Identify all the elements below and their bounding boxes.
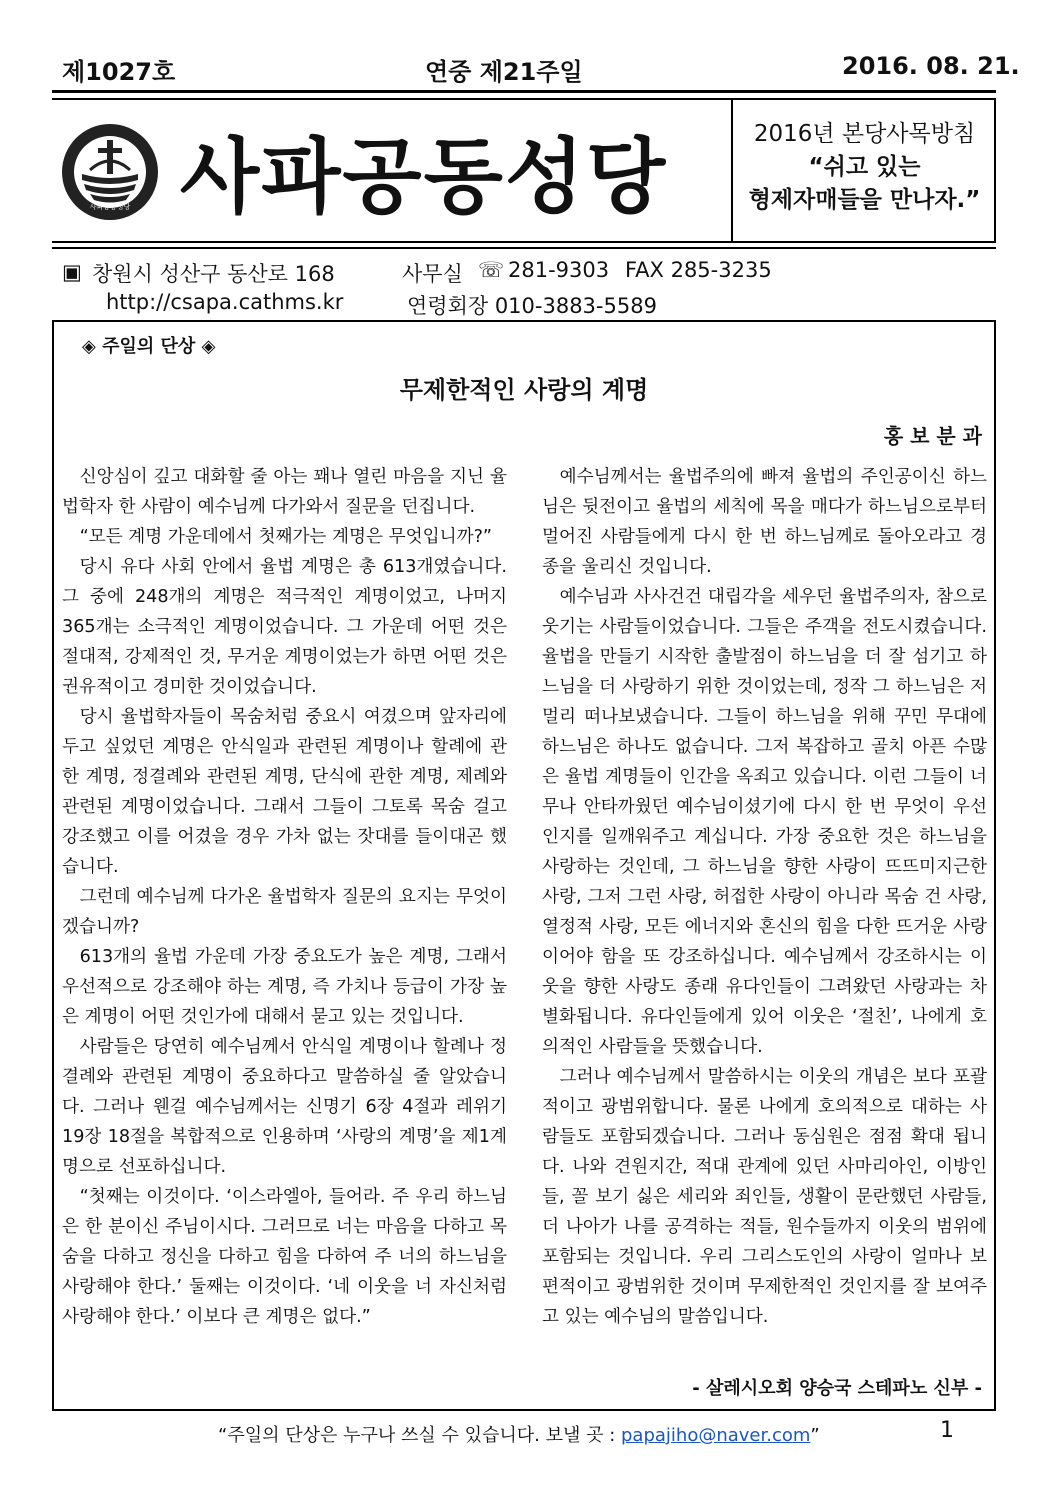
website-link[interactable]: http://csapa.cathms.kr [106, 290, 344, 314]
issue-date: 2016. 08. 21. [842, 52, 1020, 80]
funeral-chair-contact: 연령회장 010-3883-5589 [407, 294, 657, 318]
paragraph: 그러나 예수님께서 말씀하시는 이웃의 개념은 보다 포괄적이고 광범위합니다. 물론 나에게 호의적으로 대하는 사람들도 포함되겠습니다. 그러나 동심원은 점점 확대 됩니다. 나와 견원지간, 적대 관계에 있던 사마리아인, 이방인들, 꼴 보기 싫은 세리와 죄인들, 생활이 문란했던 사람들, 더 나아가 나를 공격하는 적들, 원수들까지 이웃의 범위에 포함되는 것입니다. 우리 그리스도인의 사랑이 얼마나 보편적이고 광범위한 것이며 무제한적인 것인지를 잘 보여주고 있는 예수님의 말씀입니다. [542, 1067, 987, 1327]
address-marker: ▣ [62, 260, 82, 284]
left-column [62, 462, 507, 1332]
page-number: 1 [940, 1418, 954, 1443]
paragraph: 예수님과 사사건건 대립각을 세우던 율법주의자, 참으로 웃기는 사람들이었습니다. 그들은 주객을 전도시켰습니다. 율법을 만들기 시작한 출발점이 하느님을 더 잘 섬기고 하느님을 더 사랑하기 위한 것이었는데, 정작 그 하느님은 저 멀리 떠나보냈습니다. 그들이 하느님을 위해 꾸민 무대에 하느님은 하나도 없습니다. 그저 복잡하고 골치 아픈 수많은 율법 계명들이 인간을 옥죄고 있습니다. 이런 그들이 너무나 안타까웠던 예수님이셨기에 다시 한 번 무엇이 우선인지를 일깨워주고 계십니다. 가장 중요한 것은 하느님을 사랑하는 것인데, 그 하느님을 향한 사랑이 뜨뜨미지근한 사랑, 그저 그런 사랑, 허접한 사랑이 아니라 목숨 건 사랑, 열정적 사랑, 모든 에너지와 혼신의 힘을 다한 뜨거운 사랑이어야 함을 또 강조하십니다. 예수님께서 강조하시는 이웃을 향한 사랑도 종래 유다인들이 그려왔던 사랑과는 차별화됩니다. 유다인들에게 있어 이웃은 ‘절친’, 나에게 호의적인 사람들을 뜻했습니다. [542, 587, 988, 1057]
paragraph: 신앙심이 깊고 대화할 줄 아는 꽤나 열린 마음을 지닌 율법학자 한 사람이 예수님께 다가와서 질문을 던집니다. [62, 467, 507, 517]
article-title: 무제한적인 사랑의 계명 [399, 376, 649, 404]
article-byline: 홍 보 분 과 [883, 424, 982, 448]
motto-line-1: “쉬고 있는 [808, 154, 921, 180]
masthead-rule [52, 247, 996, 249]
paragraph: 당시 유다 사회 안에서 율법 계명은 총 613개였습니다. 그 중에 248개의 계명은 적극적인 계명이었고, 나머지 365개는 소극적인 계명이었습니다. 그 가운데 어떤 것은 절대적, 강제적인 것, 무거운 계명이었는가 하면 어떤 것은 권유적이고 경미한 것이었습니다. [62, 557, 507, 697]
header-rule [52, 90, 996, 93]
section-label: ◈ 주일의 단상 ◈ [82, 336, 216, 357]
masthead [52, 98, 996, 243]
church-logo [60, 122, 160, 222]
issue-number: 제1027호 [62, 58, 176, 86]
paragraph: 사람들은 당연히 예수님께서 안식일 계명이나 할례나 정결례와 관련된 계명이 중요하다고 말씀하실 줄 알았습니다. 그러나 웬걸 예수님께서는 신명기 6장 4절과 레위기 19장 18절을 복합적으로 인용하며 ‘사랑의 계명’을 제1계명으로 선포하십니다. [62, 1037, 507, 1177]
paragraph: “첫째는 이것이다. ‘이스라엘아, 들어라. 주 우리 하느님은 한 분이신 주님이시다. 그러므로 너는 마음을 다하고 목숨을 다하고 정신을 다하고 힘을 다하여 주 너의 하느님을 사랑해야 한다.’ 둘째는 이것이다. ‘네 이웃을 너 자신처럼 사랑해야 한다.’ 이보다 큰 계명은 없다.” [62, 1187, 507, 1327]
paragraph: 613개의 율법 가운데 가장 중요도가 높은 계명, 그래서 우선적으로 강조해야 하는 계명, 즉 가치나 등급이 가장 높은 계명이 어떤 것인가에 대해서 묻고 있는 것입니다. [62, 947, 507, 1027]
logo-caption: 사파공동성당 [89, 203, 131, 211]
footer-text: “주일의 단상은 누구나 쓰실 수 있습니다. 보낼 곳 : [218, 1425, 616, 1446]
church-name-title: 사파공동성당 [180, 130, 668, 225]
fax-number: FAX 285-3235 [625, 258, 772, 282]
author-signature: - 살레시오회 양승국 스테파노 신부 - [692, 1378, 982, 1399]
motto-line-2: 형제자매들을 만나자.” [748, 187, 981, 213]
submission-email[interactable]: papajiho@naver.com [621, 1425, 811, 1446]
paragraph: 당시 율법학자들이 목숨처럼 중요시 여겼으며 앞자리에 두고 싶었던 계명은 안식일과 관련된 계명이나 할례에 관한 계명, 정결례와 관련된 계명, 단식에 관한 계명, 제례와 관련된 계명이었습니다. 그래서 그들이 그토록 목숨 걸고 강조했고 이를 어겼을 경우 가차 없는 잣대를 들이대곤 했습니다. [62, 707, 507, 877]
telephone-icon: ☏ [478, 258, 505, 282]
paragraph: “모든 계명 가운데에서 첫째가는 계명은 무엇입니까?” [79, 527, 493, 547]
paragraph: 그런데 예수님께 다가온 율법학자 질문의 요지는 무엇이겠습니까? [62, 887, 507, 937]
church-address: 창원시 성산구 동산로 168 [92, 262, 335, 286]
paragraph: 예수님께서는 율법주의에 빠져 율법의 주인공이신 하느님은 뒷전이고 율법의 세칙에 목을 매다가 하느님으로부터 멀어진 사람들에게 다시 한 번 하느님께로 돌아오라고 경종을 울리신 것입니다. [542, 467, 987, 577]
right-column [542, 462, 987, 1332]
footer-note [218, 1421, 820, 1447]
liturgical-week: 연중 제21주일 [425, 58, 583, 86]
office-label: 사무실 [402, 262, 463, 286]
motto-heading: 2016년 본당사목방침 [753, 121, 976, 147]
article-box [52, 320, 996, 1411]
footer-closing-quote: ” [810, 1425, 820, 1446]
pastoral-motto [731, 100, 996, 241]
office-phone: 281-9303 [508, 258, 610, 282]
